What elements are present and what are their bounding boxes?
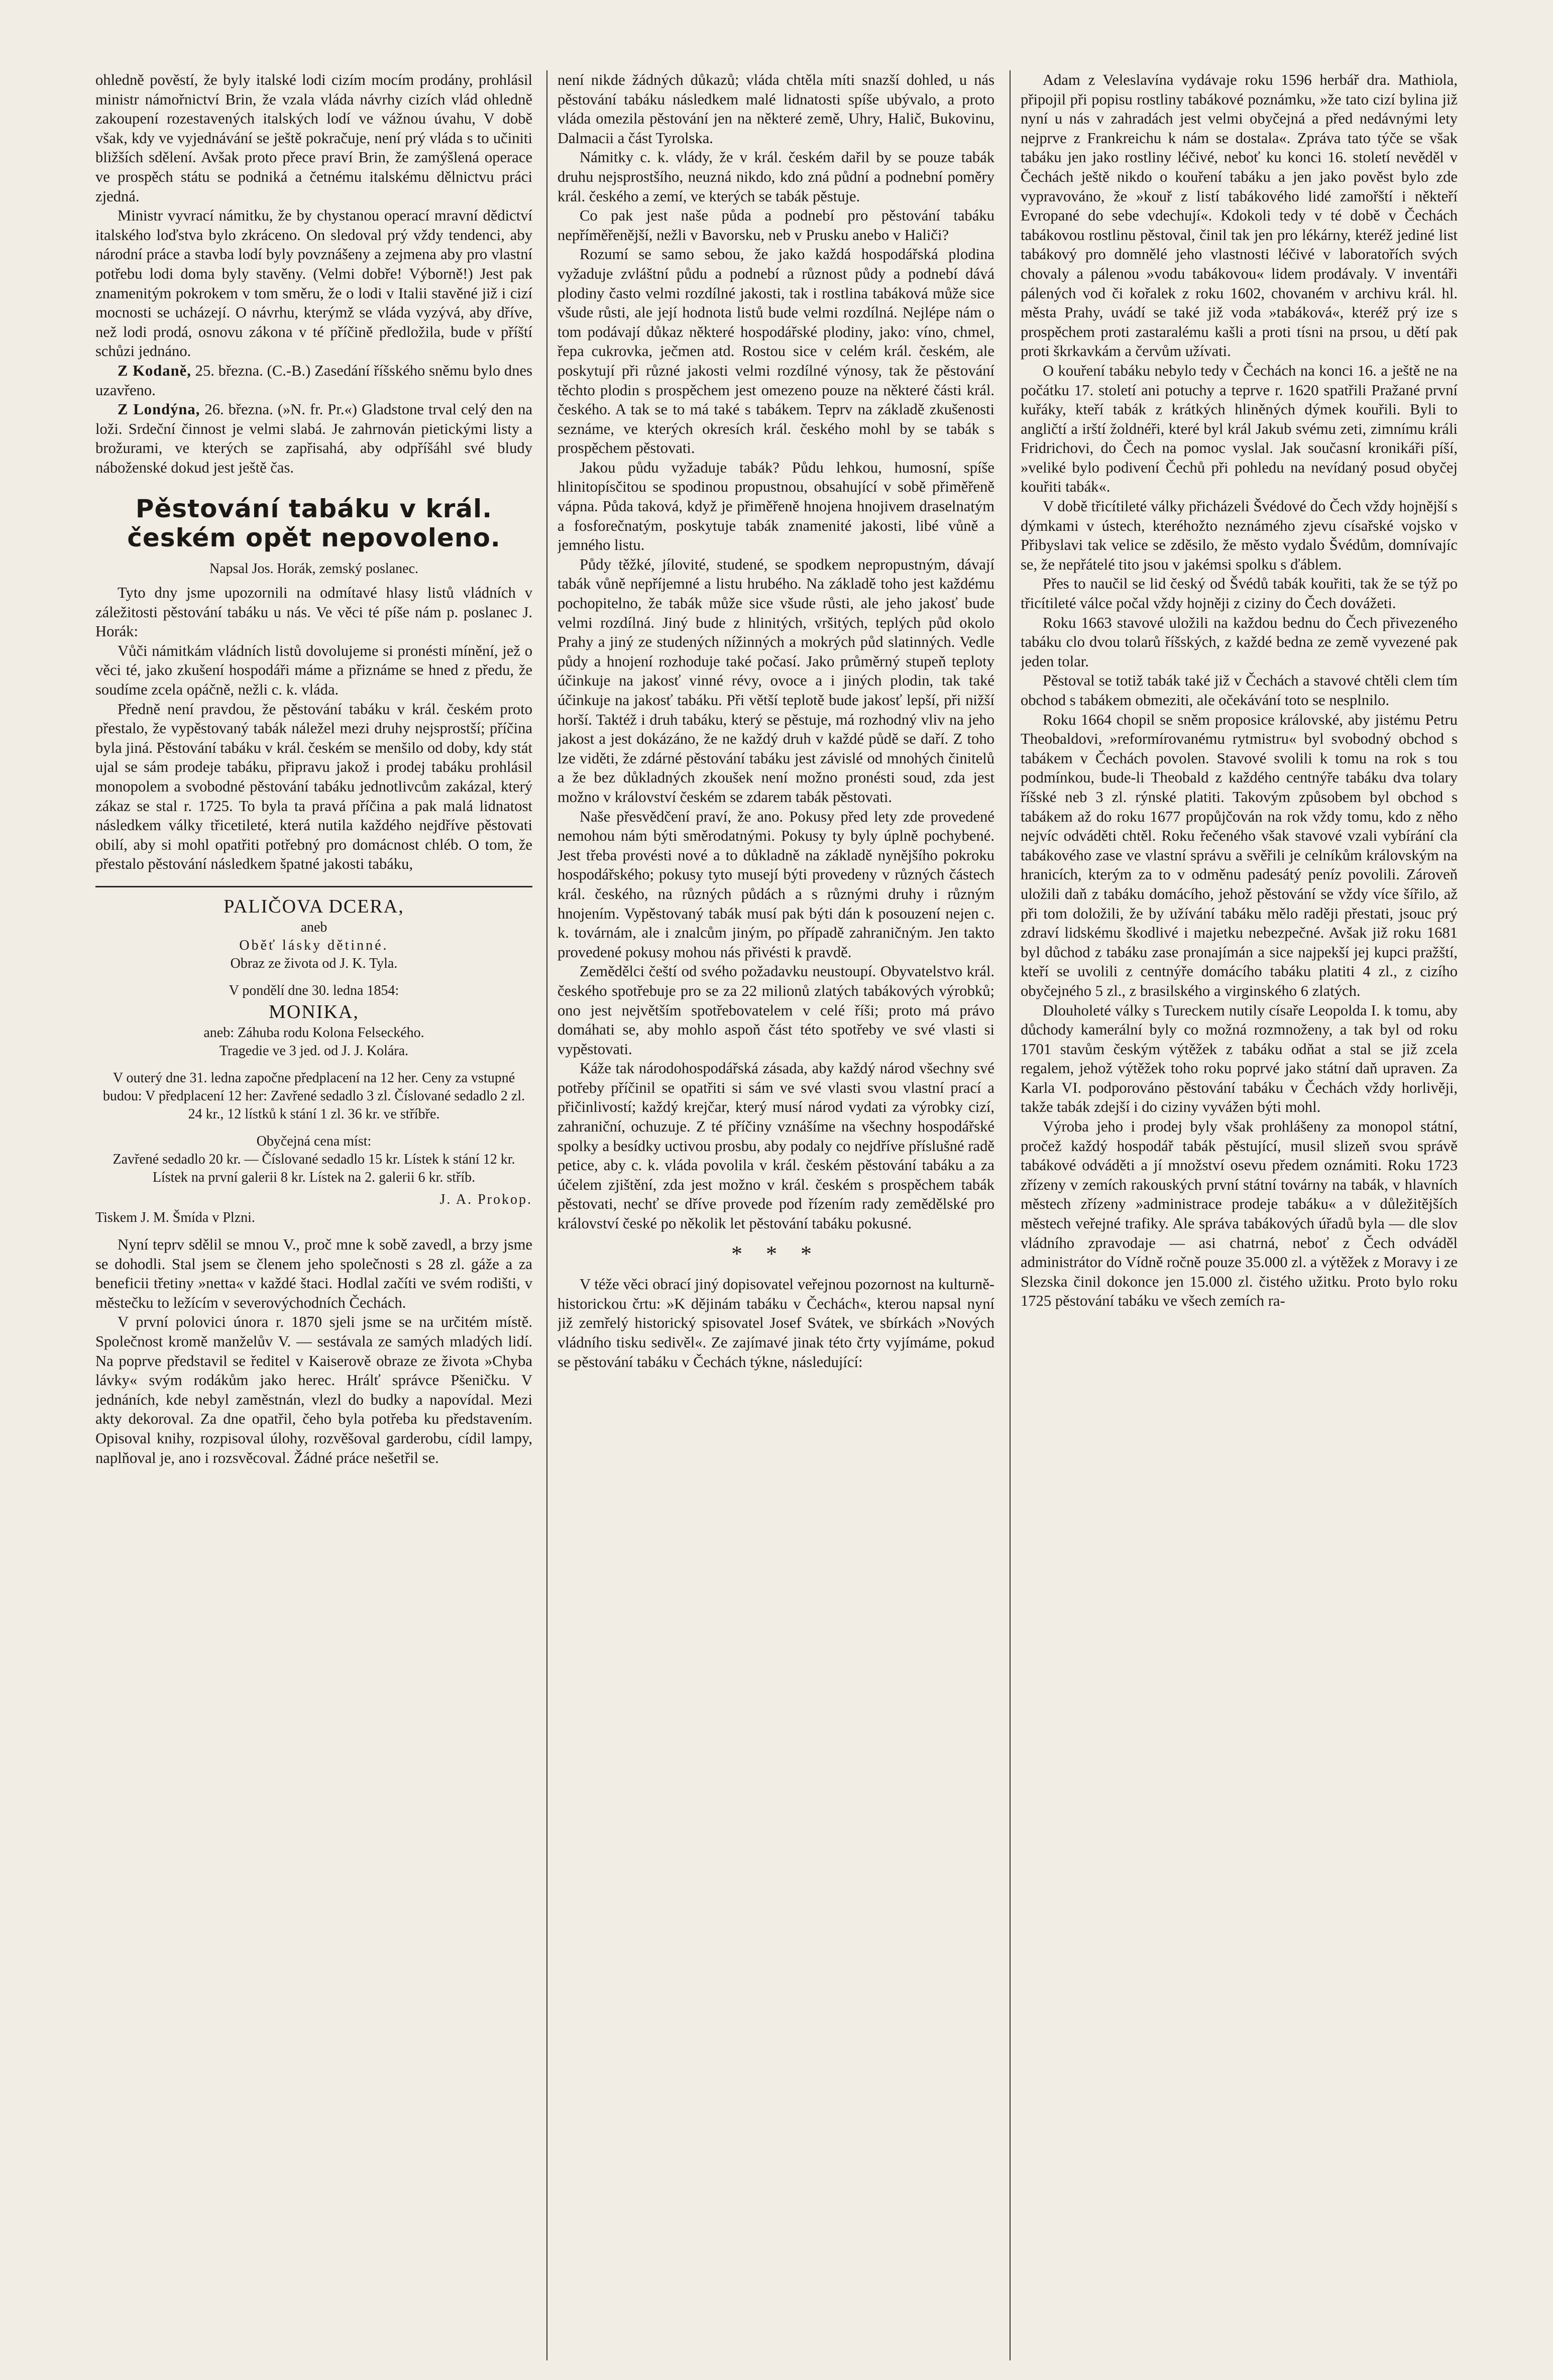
tobacco-article-paragraph: Vůči námitkám vládních listů dovolujeme si pronésti mínění, jež o věci té, jako zkušení hospodáři máme a přiznáme se hned z předu, že soudíme zcela opáčně, nežli c. k. vláda.	[95, 642, 532, 699]
column-rule-left	[546, 70, 547, 2360]
theatre-date: V pondělí dne 30. ledna 1854:	[229, 982, 399, 998]
history-paragraph: O kouření tabáku nebylo tedy v Čechách na konci 16. a ještě ne na počátku 17. století ani potuchy a teprve r. 1620 spatřili Pražané první kuřáky, kteří tabák z krátkých hliněných dýmek kouřili. Byli to angličtí a irští žoldnéři, které byl král Jakub svému zeti, zimnímu králi Fridrichovi, do Čech na pomoc vyslal. Jak současní kronikáři píší, »veliké bylo podivení Čechů při pohledu na nevídaný posud obyčej kouřiti tabák«.	[1021, 362, 1458, 496]
article-paragraph: Námitky c. k. vlády, že v král. českém dařil by se pouze tabák druhu nejsprostšího, neuzná nikdo, kdo zná půdní a podnební poměry král. českého a zemí, ve kterých se tabák pěstuje.	[558, 149, 994, 205]
column-2	[558, 70, 994, 2360]
minister-paragraph: Ministr vyvrací námitku, že by chystanou operací mravní dědictví italského loďstva bylo zkráceno. On sledoval prý vždy tendenci, aby národní práce a stavba lodí byly povznášeny a zejmena aby pro vlastní potřebu lodi doma byly stavěny. (Velmi dobře! Výborně!) Jest pak znamenitým pokrokem v tom směru, že o lodi v Italii stavěné již i cizí mocnosti se ucházejí. O návrhu, kterýmž se vláda vyzývá, aby dříve, než lodi prodá, osnovu zákona v té příčině předložila, bude v příští schůzi jednáno.	[95, 207, 532, 360]
brin-statement-paragraph: ohledně pověstí, že byly italské lodi cizím mocím prodány, prohlásil ministr námořnictví Brin, že vzala vláda návrhy cizích vlád ohledně zakoupení rozestavených italských lodí ve vážnou úvahu, V době však, kdy ve vyjednávání se ještě pokračuje, není prý vláda s to učiniti bližších sdělení. Avšak proto přece praví Brin, že zamýšlená operace ve prospěch státu se podniká a četnému italskému dělnictvu práci zjedná.	[95, 71, 532, 205]
copenhagen-dispatch	[95, 361, 532, 400]
column-rule-right	[1010, 70, 1011, 2360]
theatre-ordinary-label: Obyčejná cena míst:	[256, 1133, 372, 1149]
theatre-subscription-prices: V outerý dne 31. ledna započne předplacení na 12 her. Ceny za vstupné budou: V předplacení 12 her: Zavřené sedadlo 3 zl. Číslované sedadlo 2 zl. 24 kr., 12 lístků k stání 1 zl. 36 kr. ve stříbře.	[102, 1070, 525, 1122]
section-separator-asterisks: * * *	[731, 1241, 821, 1266]
feuilleton-divider	[95, 886, 532, 887]
article-paragraph: Naše přesvědčení praví, že ano. Pokusy před lety zde provedené nemohou nám býti směrodatnými. Pokusy ty byly úplně pochybené. Jest třeba provésti nové a to důkladně na základě nynějšího pokroku hospodářského; pokusy tyto musejí býti provedeny v různých částech král. českého, na různých půdách a s různými druhy i různým hnojením. Vypěstovaný tabák musí pak býti dán k posouzení nejen c. k. továrnám, ale i znalcům jiným, po případě zahraničným. Jen takto provedené pokusy mohou nás přivésti k pravdě.	[558, 808, 994, 961]
history-paragraph: Roku 1663 stavové uložili na každou bednu do Čech přivezeného tabáku clo dvou tolarů říšských, z každé bedna ze země vyvezené pak jeden tolar.	[1021, 614, 1458, 670]
memoir-paragraph: V první polovici února r. 1870 sjeli jsme se na určitém místě. Společnost kromě manželův V. — sestávala ze samých mladých lidí. Na poprve představil se ředitel v Kaiserově obraze ze života »Chyba lávky« svým rodákům jako herec. Hrálť správce Pšeničku. V jednáních, kde nebyl zaměstnán, vlezl do budky a napovídal. Mezi akty dekoroval. Za dne opatřil, čeho byla potřeba ku představením. Opisoval knihy, rozpisoval úlohy, rozvěšoval garderobu, cídil lampy, naplňoval je, ano i rozsvěcoval. Žádné práce nešetřil se.	[95, 1313, 532, 1466]
column-3	[1021, 70, 1458, 2360]
history-paragraph: V době třicítileté války přicházeli Švédové do Čech vždy hojnější s dýmkami v ústech, kteréhožto neznámého zjevu císařské vojsko v Přibyslavi tak velice se zděsilo, že město vydalo Švédům, domnívajíc se, že nepřátelé tito jsou v jakémsi spolku s ďáblem.	[1021, 498, 1458, 573]
copenhagen-dateline: Z Kodaně,	[118, 362, 191, 379]
history-paragraph: Dlouholeté války s Tureckem nutily císaře Leopolda I. k tomu, aby důchody kamerální byly co možná rozmnoženy, a tak byl od roku 1701 stavům českým výtěžek z tabáku odňat a stal se již zcela regalem, jehož výtěžek toho roku poprvé jako státní daň upraven. Za Karla VI. podporováno pěstování tabáku v Čechách vždy horlivěji, takže tabák zdejší i do ciziny vyvážen býti mohl.	[1021, 1001, 1458, 1116]
theatre-notice	[95, 897, 532, 1227]
theatre-play-subtitle: Oběť lásky dětinné.	[239, 937, 389, 953]
london-dateline: Z Londýna,	[118, 401, 200, 418]
tobacco-article-byline: Napsal Jos. Horák, zemský poslanec.	[209, 561, 418, 577]
theatre-printer: Tiskem J. M. Šmída v Plzni.	[95, 1209, 255, 1225]
history-paragraph: Přes to naučil se lid český od Švédů tabák kouřiti, tak že se týž po třicítileté válce počal vždy hojněji z ciziny do Čech dovážeti.	[1021, 575, 1458, 612]
copenhagen-text: 25. března. (C.-B.) Zasedání říšského sněmu bylo dnes uzavřeno.	[95, 362, 532, 399]
article-paragraph: Co pak jest naše půda a podnebí pro pěstování tabáku nepříměřenější, nežli v Bavorsku, neb v Prusku anebo v Haliči?	[558, 207, 994, 244]
history-intro-paragraph: V téže věci obrací jiný dopisovatel veřejnou pozornost na kulturně-historickou črtu: »K dějinám tabáku v Čechách«, kterou napsal nyní již zemřelý historický spisovatel Josef Svátek, ve sbírkách »Nových vládního tisku sedivěl«. Ze zajímavé jinak této črty vyjímáme, pokud se pěstování tabáku v Čechách týkne, následující:	[558, 1276, 994, 1371]
theatre-play2-source: Tragedie ve 3 jed. od J. J. Kolára.	[219, 1043, 409, 1059]
history-paragraph: Pěstoval se totiž tabák také již v Čechách a stavové chtěli clem tím obchod s tabákem obmeziti, ale očekávání toto se nesplnilo.	[1021, 672, 1458, 709]
article-paragraph: Půdy těžké, jílovité, studené, se spodkem nepropustným, dávají tabák vůně nepříjemné a listu hrubého. Na základě toho jest každému pochopitelno, že tabák může sice všude růsti, ale jeho jakosť bude velmi rozdílná. Jiný bude z hlinitých, vršitých, teplých půd okolo Prahy a jiný ze studených nížinných a mokrých půd slatinných. Vedle půdy a hnojení rozhoduje také počasí. Jako průměrný stupeň teploty účinkuje na jakosť vinné révy, ovoce a i jiných plodin, tak také účinkuje na jakosť tabáku. Při větší teplotě bude jakosť lepší, při nižší horší. Taktéž i druh tabáku, který se pěstuje, má rozhodný vliv na jeho jakost a jest dokázáno, že ne každý druh v každé půdě se daří. Z toho lze viděti, že zdárné pěstování tabáku jest závislé od mnohých činitelů a že bez důkladných zkoušek není možno pronésti soud, zda jest možno v království českém se zdarem tabák pěstovati.	[558, 555, 994, 806]
article-paragraph: Káže tak národohospodářská zásada, aby každý národ všechny své potřeby příčinil se opatřiti si sám ve své vlasti svou vlastní prací a přičinlivostí; každý krejčar, který musí národ vydati za výrobky cizí, zahraniční, ochuzuje. Z té příčiny vznášíme na všechny hospodářské spolky a besídky uctivou prosbu, aby podaly co nejdříve příslušné radě petice, aby c. k. vláda povolila v král. českém pěstování tabáku a za účelem zjištění, zda jest možno v král. českém s prospěchem tabák pěstovati, nechť se dříve provede pod řízením rady zemědělské pro království české po několik let pěstování tabáku pokusné.	[558, 1060, 994, 1232]
history-paragraph: Výroba jeho i prodej byly však prohlášeny za monopol státní, pročež každý hospodář tabák pěstující, musil slizeň svou správě tabákové odváděti a jí množství osevu předem oznámiti. Roku 1723 zřízeny v zemích rakouských první státní továrny na tabák, v hlavních městech zřízeny »administrace prodeje tabáku« a v důležitějších městech veřejné trafiky. Ale správa tabákových úřadů byla — dle slov vládního zpravodaje — asi chatrná, neboť z Čech odváděl administrátor do Vídně ročně pouze 35.000 zl. a výtěžek z Moravy i ze Slezska činil dokonce jen 15.000 zl. čistého užitku. Proto bylo roku 1725 pěstování tabáku ve všech zemích ra-	[1021, 1118, 1458, 1310]
theatre-play-source: Obraz ze života od J. K. Tyla.	[230, 955, 398, 971]
tobacco-article-paragraph: Předně není pravdou, že pěstování tabáku v král. českém proto přestalo, že vypěstovaný tabák náležel mezi druhy nejsprostší; příčina byla jiná. Pěstování tabáku v král. českém se menšilo od doby, kdy stát ujal se sám prodeje tabáku, připravu jakož i prodej tabáku prohlásil monopolem a svobodné pěstování tabáku jednotlivcům zakázal, který zákaz se stal r. 1725. To byla ta pravá příčina a pak malá lidnatost následkem války třicetileté, která nutila každého nejdříve pěstovati obilí, aby si mohl opatřiti potřebný pro domácnost chléb. O tom, že přestalo pěstování následkem špatné jakosti tabáku,	[95, 700, 532, 873]
theatre-signature: J. A. Prokop.	[439, 1191, 532, 1207]
article-continuation-paragraph: není nikde žádných důkazů; vláda chtěla míti snazší dohled, u nás pěstování tabáku následkem malé lidnatosti spíše ubývalo, a proto vláda omezila pěstování jen na některé země, Uhry, Halič, Bukovinu, Dalmacii a část Tyrolska.	[558, 71, 994, 147]
memoir-paragraph: Nyní teprv sdělil se mnou V., proč mne k sobě zavedl, a brzy jsme se dohodli. Stal jsem se členem jeho společnosti s 28 zl. gáže a za beneficii třetiny »netta« v každé štaci. Hodlal začíti ve svém rodišti, v městečku to ležícím v severovýchodních Čechách.	[95, 1235, 532, 1311]
history-paragraph: Adam z Veleslavína vydávaje roku 1596 herbář dra. Mathiola, připojil při popisu rostliny tabákové poznámku, »že tato cizí bylina již nyní u nás v zahradách jest velmi obyčejná a před nedávnými lety nejprve z Frankreichu k nám se dostala«. Zpráva tato týče se však tabáku jen jako rostliny léčivé, neboť ku konci 16. století nevěděl v Čechách ještě nikdo o kouření tabáku a jen jako pověst bylo zde vypravováno, že »kouř z listí tabákového lidé zamořští i někteří Evropané do sebe vdechují«. Kdokoli tedy v té době v Čechách tabákovou rostlinu pěstoval, činil tak jen pro lékárny, kteréž jediné list tabákový pro domnělé jeho vlastnosti léčivé v laboratořích svých chovaly a pálenou »vodu tabákovou« lidem prodávaly. V inventáři pálených vod či kořalek z roku 1602, chovaném v archivu král. hl. města Prahy, uvádí se také již voda »tabáková«, kteréž prý ize s prospěchem proti zastaralému kašli a proti tísni na prsou, u dětí pak proti škrkavkám a červům užívati.	[1021, 71, 1458, 360]
theatre-play2-subtitle: aneb: Záhuba rodu Kolona Felseckého.	[203, 1025, 424, 1041]
column-1	[95, 70, 532, 2360]
theatre-ordinary-prices: Zavřené sedadlo 20 kr. — Číslované sedadlo 15 kr. Lístek k stání 12 kr. Lístek na první galerii 8 kr. Lístek na 2. galerii 6 kr. stříb.	[113, 1151, 515, 1185]
theatre-aneb: aneb	[300, 919, 327, 935]
london-dispatch	[95, 400, 532, 477]
history-paragraph: Roku 1664 chopil se sněm proposice královské, aby jistému Petru Theobaldovi, »reformírovanému rytmistru« byl svobodný obchod s tabákem v Čechách povolen. Stavové svolili k tomu na rok s tou podmínkou, bude-li Theobald z každého centnýře tabáku dva tolary říšské neb 3 zl. rýnské platiti. Takovým způsobem byl obchod s tabákem až do roku 1677 propůjčován na rok vždy tomu, kdo z něho nejvíc odváděti chtěl. Roku řečeného však stavové vzali vybírání cla tabákového zase ve vlastní správu a svěřili je celníkům královským na hranicích, kterým za to v odměnu padesátý peníz povolili. Zároveň uložili daň z tabáku domácího, jehož pěstování se vždy více šířilo, až při tom doložili, že by užívání tabáku mělo raději přestati, jsouc prý zdraví lidskému škodlivé i majetku nebezpečné. Avšak již roku 1681 byl důchod z tabáku zase pronajímán a sice najpekší jej kupci pražští, kteří se uvolili z centnýře domácího tabáku platiti 4 zl., z cizího obyčejného 5 zl., z brasilského a virginského 6 zlatých.	[1021, 711, 1458, 999]
london-text: 26. března. (»N. fr. Pr.«) Gladstone trval celý den na loži. Srdeční činnost je velmi slabá. Je zahrnován pietickými listy a brožurami, ve kterých se zapřisahá, aby odpříšáhl své bludy náboženské dokud jest ještě čas.	[95, 401, 532, 476]
tobacco-article-title: Pěstování tabáku v král. českém opět nepovoleno.	[127, 494, 501, 553]
theatre-play-title: PALIČOVA DCERA,	[224, 895, 404, 917]
tobacco-article-paragraph: Tyto dny jsme upozornili na odmítavé hlasy listů vládních v záležitosti pěstování tabáku u nás. Ve věci té píše nám p. poslanec J. Horák:	[95, 584, 532, 640]
theatre-play2-title: MONIKA,	[269, 1001, 359, 1023]
article-paragraph: Rozumí se samo sebou, že jako každá hospodářská plodina vyžaduje zvláštní půdu a podnebí a různost půdy a podnebí dává plodiny často velmi rozdílné jakosti, tak i rostlina tabáková může sice všude růsti, ale její hodnota listů bude velmi rozdílná. Nejlépe nám o tom podávají důkaz některé hospodářské plodiny, jako: víno, chmel, řepa cukrovka, ječmen atd. Rostou sice v celém král. českém, ale poskytují při různé jakosti velmi rozdílné výnosy, tak že pěstování těchto plodin s prospěchem jest omezeno pouze na některé části král. českého. A tak se to má také s tabákem. Teprv na základě zkušenosti seznáme, ve kterých okresích král. českého mohl by se tabák s prospěchem pěstovati.	[558, 246, 994, 457]
article-paragraph: Zemědělci čeští od svého požadavku neustoupí. Obyvatelstvo král. českého spotřebuje pro se za 22 milionů zlatých tabákových výrobků; ono jest největším spotřebovatelem v celé říši; proto má právo domáhati se, aby mohlo aspoň část této spotřeby ve své vlasti si vypěstovati.	[558, 963, 994, 1058]
article-paragraph: Jakou půdu vyžaduje tabák? Půdu lehkou, humosní, spíše hlinitopísčitou se spodinou propustnou, obsahující v sobě přiměřeně vápna. Půda taková, když je přiměřeně hnojena hnojivem draselnatým a fosforečnatým, poskytuje tabák znamenité jakosti, libé vůně a jemného listu.	[558, 459, 994, 554]
